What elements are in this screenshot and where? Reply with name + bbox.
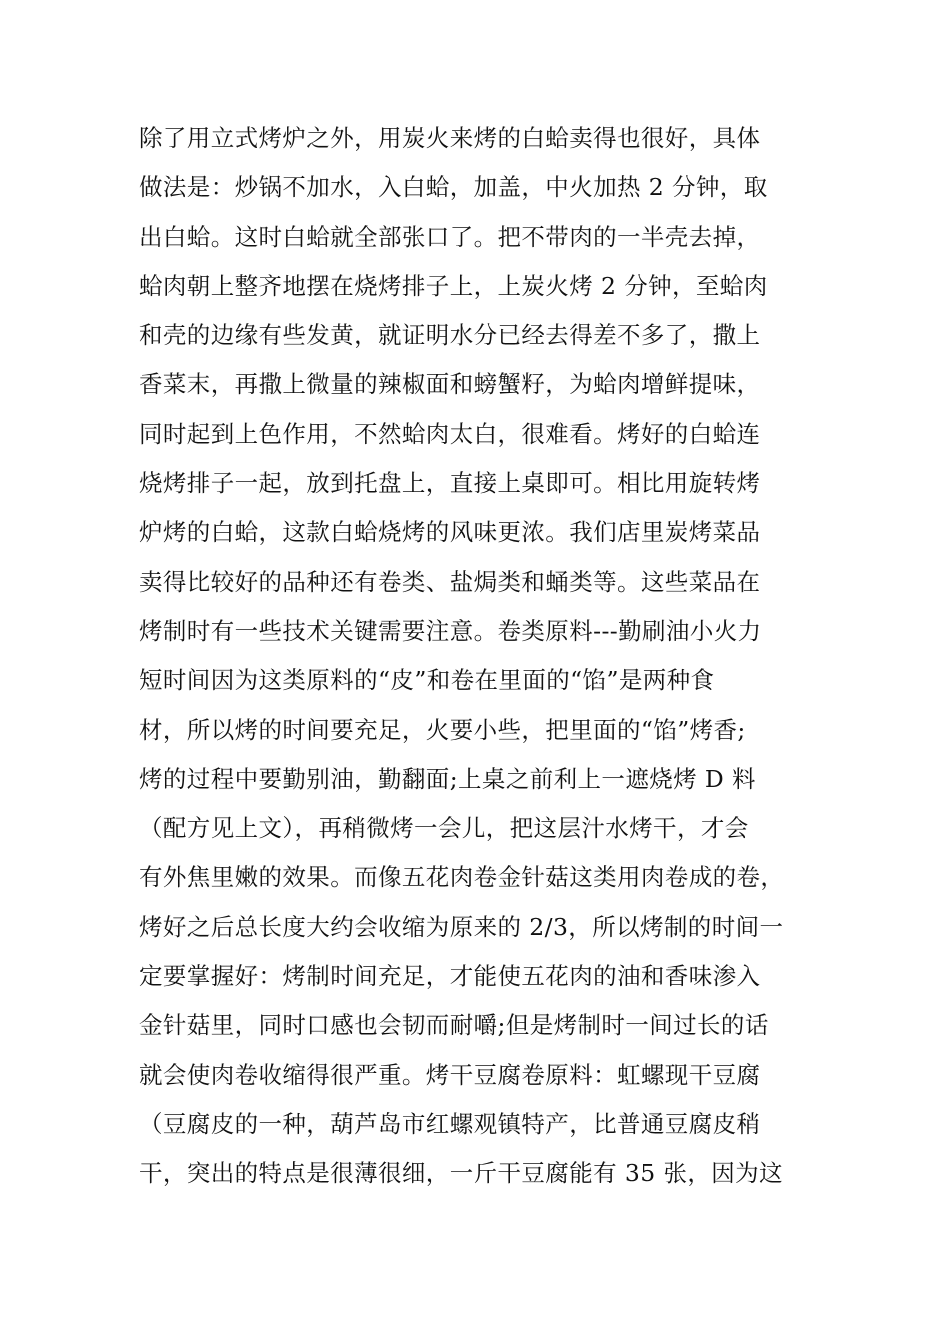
text-line: 做法是：炒锅不加水，入白蛤，加盖，中火加热 2 分钟，取 — [139, 173, 768, 202]
text-line: 香菜末，再撒上微量的辣椒面和螃蟹籽，为蛤肉增鲜提味， — [139, 370, 761, 399]
text-line: （配方见上文），再稍微烤一会儿，把这层汁水烤干，才会 — [139, 814, 749, 843]
text-line: 烤制时有一些技术关键需要注意。卷类原料---勤刷油小火力 — [139, 616, 762, 645]
text-line: 干，突出的特点是很薄很细，一斤干豆腐能有 35 张，因为这 — [139, 1159, 783, 1188]
text-line: 金针菇里，同时口感也会韧而耐嚼;但是烤制时一间过长的话 — [139, 1011, 769, 1040]
text-line: 同时起到上色作用，不然蛤肉太白，很难看。烤好的白蛤连 — [139, 419, 761, 448]
text-line: 卖得比较好的品种还有卷类、盐焗类和蛹类等。这些菜品在 — [139, 567, 761, 596]
text-line: 蛤肉朝上整齐地摆在烧烤排子上，上炭火烤 2 分钟，至蛤肉 — [139, 271, 768, 300]
text-line: 出白蛤。这时白蛤就全部张口了。把不带肉的一半壳去掉， — [139, 222, 761, 251]
text-line: 和壳的边缘有些发黄，就证明水分已经去得差不多了，撒上 — [139, 321, 761, 350]
text-line: 除了用立式烤炉之外，用炭火来烤的白蛤卖得也很好，具体 — [139, 124, 761, 152]
text-line: 炉烤的白蛤，这款白蛤烧烤的风味更浓。我们店里炭烤菜品 — [139, 518, 761, 547]
text-line: （豆腐皮的一种，葫芦岛市红螺观镇特产，比普通豆腐皮稍 — [139, 1109, 761, 1138]
text-line: 有外焦里嫩的效果。而像五花肉卷金针菇这类用肉卷成的卷， — [139, 863, 785, 892]
text-line: 就会使肉卷收缩得很严重。烤干豆腐卷原料：虹螺现干豆腐 — [139, 1060, 761, 1089]
text-line: 定要掌握好：烤制时间充足，才能使五花肉的油和香味渗入 — [139, 962, 761, 991]
text-line: 材，所以烤的时间要充足，火要小些，把里面的“馅”烤香; — [139, 715, 746, 744]
body-paragraph — [139, 114, 819, 1199]
text-line: 烤好之后总长度大约会收缩为原来的 2/3，所以烤制的时间一 — [139, 912, 784, 941]
text-line: 烧烤排子一起，放到托盘上，直接上桌即可。相比用旋转烤 — [139, 469, 761, 498]
text-line: 短时间因为这类原料的“皮”和卷在里面的“馅”是两种食 — [139, 666, 715, 695]
text-line: 烤的过程中要勤别油，勤翻面;上桌之前利上一遮烧烤 D 料 — [139, 764, 756, 793]
